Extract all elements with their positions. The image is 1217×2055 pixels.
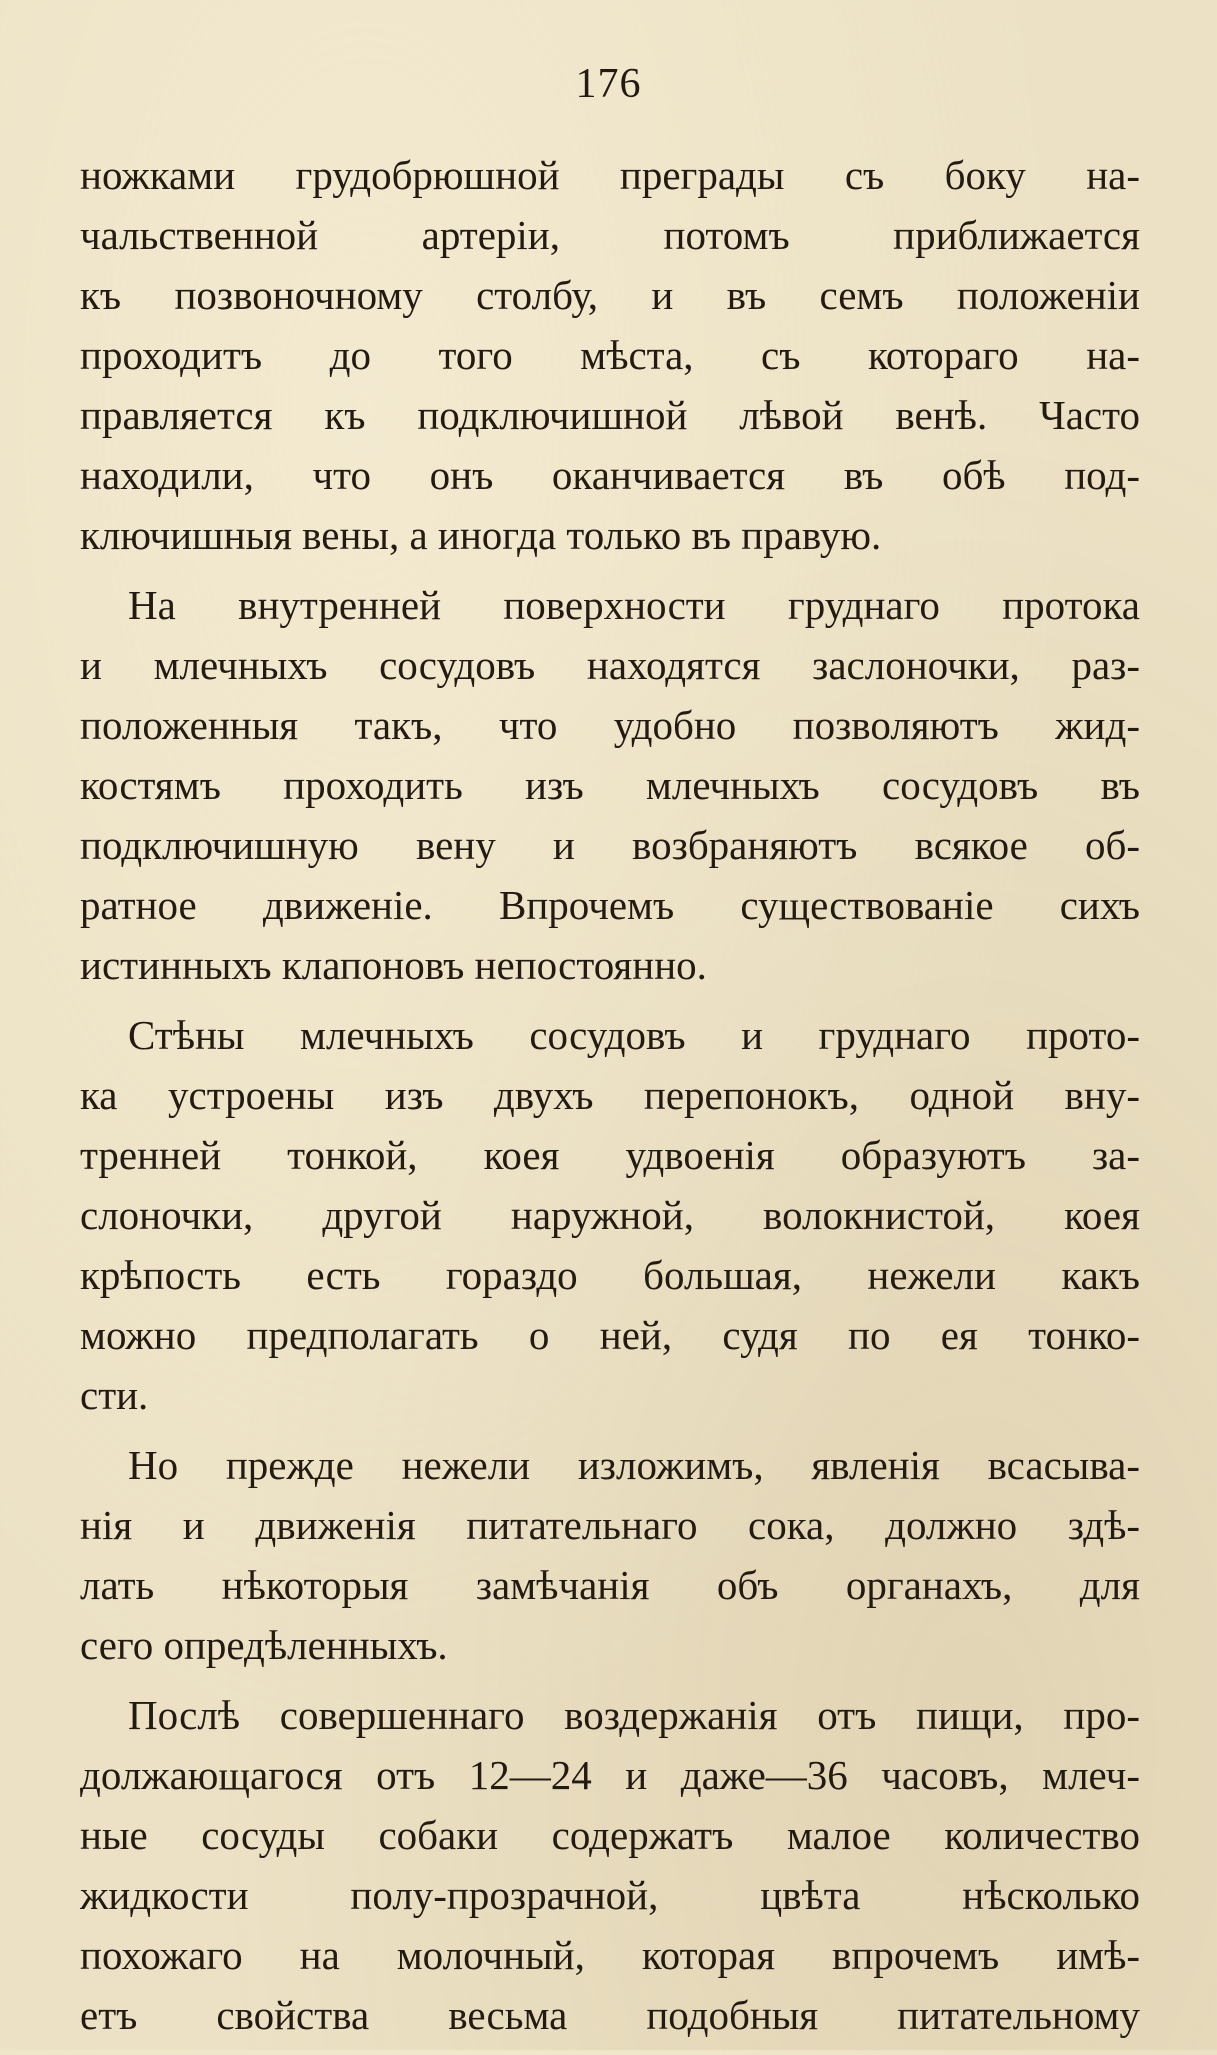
text-line: крѣпость есть гораздо большая, нежели какъ xyxy=(80,1252,1140,1298)
text-line: чальственной артеріи, потомъ приближается xyxy=(80,212,1140,258)
text-line: подключишную вену и возбраняютъ всякое об- xyxy=(80,822,1140,868)
text-line: ные сосуды собаки содержатъ малое количество xyxy=(80,1812,1140,1858)
text-line: тренней тонкой, коея удвоенія образуютъ за- xyxy=(80,1132,1140,1178)
text-line: ратное движеніе. Впрочемъ существованіе сихъ xyxy=(80,882,1140,928)
body-text xyxy=(80,145,1140,2055)
text-line: лать нѣкоторыя замѣчанія объ органахъ, для xyxy=(80,1562,1140,1608)
text-line: костямъ проходить изъ млечныхъ сосудовъ въ xyxy=(80,762,1140,808)
text-line: и млечныхъ сосудовъ находятся заслоночки, раз- xyxy=(80,642,1140,688)
text-line: правляется къ подключишной лѣвой венѣ. Часто xyxy=(80,392,1140,438)
text-line: похожаго на молочный, которая впрочемъ имѣ- xyxy=(80,1932,1140,1978)
text-line: къ позвоночному столбу, и въ семъ положеніи xyxy=(80,272,1140,318)
text-line: положенныя такъ, что удобно позволяютъ жид- xyxy=(80,702,1140,748)
paragraph xyxy=(80,1685,1140,2045)
text-line: етъ свойства весьма подобныя питательному xyxy=(80,1992,1140,2038)
text-line: Послѣ совершеннаго воздержанія отъ пищи, про- xyxy=(128,1692,1140,1738)
text-line: ка устроены изъ двухъ перепонокъ, одной вну- xyxy=(80,1072,1140,1118)
text-line: жидкости полу-прозрачной, цвѣта нѣсколько xyxy=(80,1872,1140,1918)
text-line: ключишныя вены, а иногда только въ правую. xyxy=(80,512,882,558)
text-line: нія и движенія питательнаго сока, должно здѣ- xyxy=(80,1502,1140,1548)
text-line: Стѣны млечныхъ сосудовъ и груднаго прото- xyxy=(128,1012,1140,1058)
text-line: проходитъ до того мѣста, съ котораго на- xyxy=(80,332,1140,378)
paragraph xyxy=(80,575,1140,995)
text-line: Но прежде нежели изложимъ, явленія всасыва- xyxy=(128,1442,1140,1488)
page-number: 176 xyxy=(575,61,642,107)
text-line: ножками грудобрюшной преграды съ боку на- xyxy=(80,152,1140,198)
text-line: сего опредѣленныхъ. xyxy=(80,1622,448,1668)
text-line: должающагося отъ 12—24 и даже—36 часовъ, млеч- xyxy=(80,1752,1140,1798)
text-line: можно предполагать о ней, судя по ея тонко- xyxy=(80,1312,1140,1358)
paragraph xyxy=(80,145,1140,565)
paragraph xyxy=(80,1005,1140,1425)
text-line: сти. xyxy=(80,1372,149,1418)
paragraph xyxy=(80,1435,1140,1675)
text-line: На внутренней поверхности груднаго протока xyxy=(128,582,1140,628)
text-line: истинныхъ клапоновъ непостоянно. xyxy=(80,942,707,988)
text-line: находили, что онъ оканчивается въ обѣ под- xyxy=(80,452,1140,498)
text-line: слоночки, другой наружной, волокнистой, коея xyxy=(80,1192,1140,1238)
